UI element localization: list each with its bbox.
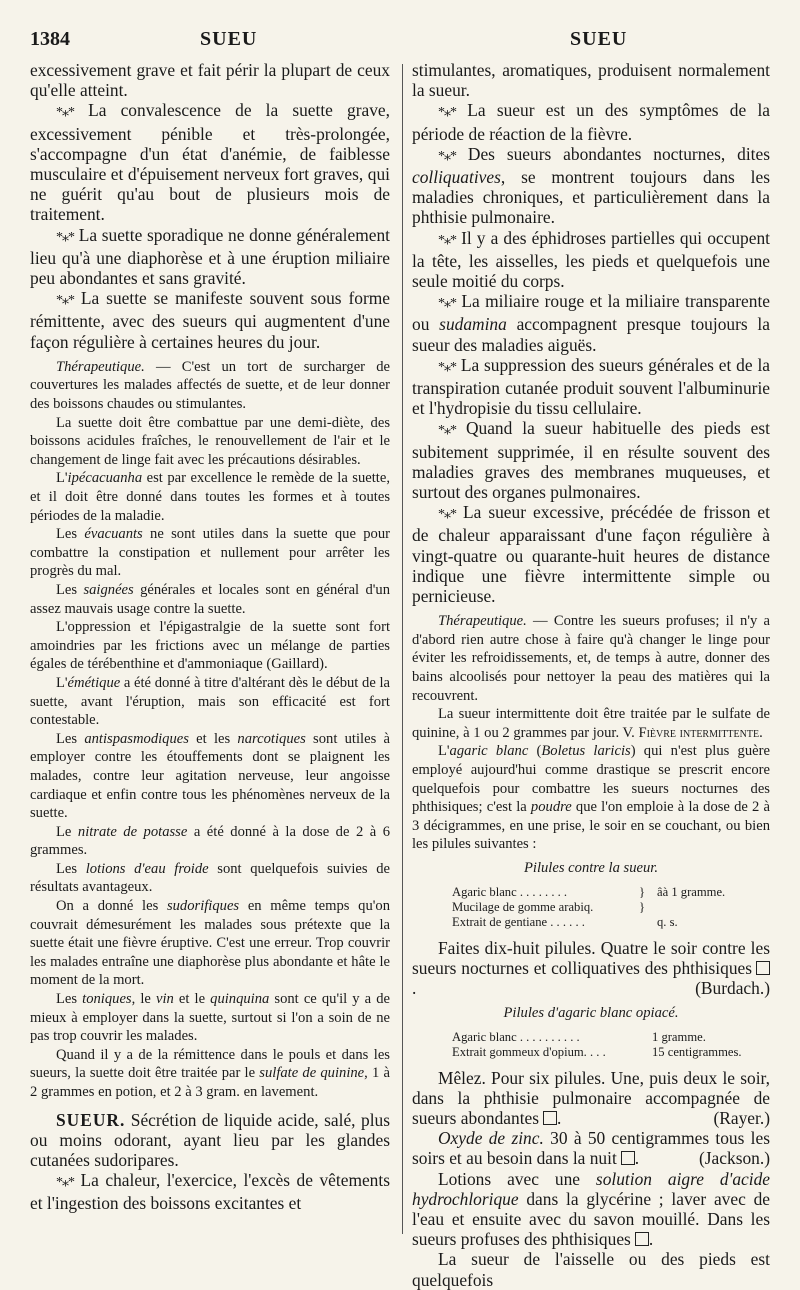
- paragraph: La sueur de l'aisselle ou des pieds est quelquefois: [412, 1249, 770, 1290]
- page-number: 1384: [30, 28, 70, 50]
- paragraph: *⁎* La suette sporadique ne donne généralement lieu qu'à une diaphorèse et à une éruption miliaire peu abondantes et sans gravité.: [30, 224, 390, 289]
- therapeutics-paragraph: Thérapeutique. — C'est un tort de surcharger de couvertures les malades affectés de suette, et de leur donner des boissons chaudes ou stimulantes.: [30, 358, 390, 413]
- formula-title: Pilules d'agaric blanc opiacé.: [503, 1004, 679, 1021]
- formula-title: Pilules contre la sueur.: [523, 860, 659, 876]
- asterism-icon: *⁎*: [56, 1175, 74, 1191]
- paragraph: L'oppression et l'épigastralgie de la suette sont fort amoindries par les frictions avec un mélange de parties égales de térébenthine et d'ammoniaque (Gaillard).: [30, 619, 390, 673]
- running-head-right: SUEU: [570, 28, 628, 50]
- paragraph: La suette doit être combattue par une demi-diète, des boissons acidules fraîches, le renouvellement de l'air et le changement de linge fait avec les précautions désirables.: [30, 414, 390, 468]
- paragraph: L'agaric blanc (Boletus laricis) qui n'est plus guère employé aujourd'hui comme drastique se prescrit encore quelquefois pour combattre les sueurs nocturnes des phthisiques; c'est la poudre que l'on emploie à la dose de 2 à 3 décigrammes, en une prise, le soir en se couchant, ou bien les pilules suivantes :: [412, 743, 770, 853]
- author-citation: (Rayer.): [713, 1108, 770, 1129]
- paragraph: La sueur intermittente doit être traitée par le sulfate de quinine, à 1 ou 2 grammes par jour. V. Fièvre intermittente.: [412, 706, 770, 741]
- asterism-icon: *⁎*: [56, 293, 74, 309]
- paragraph: L'ipécacuanha est par excellence le remède de la suette, et il doit être donné dans toutes les formes et à toutes périodes de la maladie.: [30, 470, 390, 524]
- formula-table: [452, 1030, 770, 1060]
- right-column: [412, 60, 770, 1290]
- paragraph: *⁎* La sueur excessive, précédée de frisson et de chaleur apparaissant d'une façon régulière à vingt-quatre ou quarante-huit heures de distance indique une fièvre intermittente simple ou pernicieuse.: [412, 502, 770, 607]
- paragraph: Le nitrate de potasse a été donné à la dose de 2 à 6 grammes.: [30, 823, 390, 859]
- brace-icon: }: [638, 885, 646, 899]
- running-head-left: SUEU: [200, 28, 258, 50]
- paragraph: stimulantes, aromatiques, produisent normalement la sueur.: [412, 60, 770, 101]
- asterism-icon: *⁎*: [438, 359, 456, 375]
- paragraph: Les lotions d'eau froide sont quelquefois suivies de résultats avantageux.: [30, 860, 390, 896]
- left-column: [30, 60, 390, 1214]
- paragraph: On a donné les sudorifiques en même temps qu'on couvrait démesurément les malades sous prétexte que la suette était une fièvre éruptive. C'est une erreur. Trop couvrir les malades entraîne une diaphorèse plus abondante et hâte le moment de la mort.: [30, 898, 390, 989]
- paragraph: excessivement grave et fait périr la plupart de ceux qu'elle atteint.: [30, 60, 390, 101]
- entry-headword: SUEUR.: [56, 1109, 126, 1130]
- square-box-icon: [543, 1111, 557, 1125]
- cross-reference: Fièvre intermittente: [638, 724, 760, 741]
- asterism-icon: *⁎*: [438, 423, 456, 439]
- asterism-icon: *⁎*: [56, 229, 74, 245]
- paragraph: *⁎* La chaleur, l'exercice, l'excès de vêtements et l'ingestion des boissons excitantes et: [30, 1170, 390, 1214]
- asterism-icon: *⁎*: [438, 105, 456, 121]
- asterism-icon: *⁎*: [438, 507, 456, 523]
- square-box-icon: [756, 961, 770, 975]
- formula-row: Agaric blanc . . . . . . . . } âà 1 gramme.: [452, 885, 726, 899]
- paragraph: Quand il y a de la rémittence dans le pouls et dans les sueurs, la suette doit être traitée par le sulfate de quinine, 1 à 2 grammes en potion, et 2 à 3 gram. en lavement.: [30, 1046, 390, 1100]
- square-box-icon: [635, 1232, 649, 1246]
- asterism-icon: *⁎*: [56, 105, 74, 121]
- formula-row: Extrait de gentiane . . . . . . q. s.: [452, 915, 678, 929]
- paragraph: *⁎* La suppression des sueurs générales et de la transpiration cutanée produit souvent l'albuminurie et l'hydropisie du tissu cellulaire.: [412, 354, 770, 419]
- page-header: [30, 28, 770, 58]
- entry-sueur: SUEUR. Sécrétion de liquide acide, salé, plus ou moins odorant, ayant lieu par les glandes cutanées sudoripares.: [30, 1109, 390, 1170]
- paragraph: *⁎* Des sueurs abondantes nocturnes, dites colliquatives, se montrent toujours dans les maladies chroniques, et particulièrement dans la phthisie pulmonaire.: [412, 143, 770, 228]
- formula-row: Agaric blanc . . . . . . . . . . 1 gramme.: [452, 1029, 706, 1044]
- column-divider: [402, 64, 403, 1234]
- formula-note: Faites dix-huit pilules. Quatre le soir contre les sueurs nocturnes et colliquatives des phthisiques. (Burdach.): [412, 938, 770, 999]
- paragraph: Lotions avec une solution aigre d'acide hydrochlorique dans la glycérine ; laver avec de l'eau et ensuite avec du savon mouillé. Dans les sueurs profuses des phthisiques .: [412, 1168, 770, 1250]
- formula-table: [452, 885, 770, 930]
- brace-icon: }: [638, 900, 646, 914]
- paragraph: L'émétique a été donné à titre d'altérant dès le début de la suette, avant l'éruption, mais son efficacité est fort contestable.: [30, 674, 390, 729]
- formula-row: Extrait gommeux d'opium. . . . 15 centigrammes.: [452, 1044, 742, 1059]
- paragraph: *⁎* La sueur est un des symptômes de la période de réaction de la fièvre.: [412, 100, 770, 144]
- therapeutics-paragraph: Thérapeutique. — Contre les sueurs profuses; il n'y a d'abord rien autre chose à faire qu'à changer le linge pour éviter les refroidissements, et, de temps à autre, donner des bains alcoolisés pour nettoyer la peau des matières qui la recouvrent.: [412, 613, 770, 704]
- paragraph: Les toniques, le vin et le quinquina sont ce qu'il y a de mieux à employer dans la suette, surtout si l'on a soin de ne pas trop couvrir les malades.: [30, 991, 390, 1045]
- author-citation: (Burdach.): [695, 978, 770, 999]
- paragraph: Les évacuants ne sont utiles dans la suette que pour combattre la constipation et nullement pour arrêter les progrès du mal.: [30, 526, 390, 580]
- section-title: Thérapeutique.: [438, 613, 527, 630]
- asterism-icon: *⁎*: [438, 296, 456, 312]
- formula-note: Mêlez. Pour six pilules. Une, puis deux le soir, dans la phthisie pulmonaire accompagnée de sueurs abondantes . (Rayer.): [412, 1067, 770, 1129]
- paragraph: Oxyde de zinc. 30 à 50 centigrammes tous les soirs et au besoin dans la nuit . (Jackson.): [412, 1128, 771, 1169]
- author-citation: (Jackson.): [699, 1148, 770, 1169]
- paragraph: *⁎* La suette se manifeste souvent sous forme rémittente, avec des sueurs qui augmentent d'une façon régulière à certaines heures du jour.: [30, 288, 390, 352]
- paragraph: Les saignées générales et locales sont en général d'un assez mauvais usage contre la suette.: [30, 581, 390, 617]
- paragraph: *⁎* La miliaire rouge et la miliaire transparente ou sudamina accompagnent presque toujours la sueur des maladies aiguës.: [412, 291, 770, 355]
- formula-row: Mucilage de gomme arabiq. }: [452, 900, 770, 915]
- square-box-icon: [621, 1151, 635, 1165]
- paragraph: Les antispasmodiques et les narcotiques sont utiles à employer contre les étouffements dont se plaignent les malades, contre leur agitation nerveuse, leur angoisse cardiaque et enfin contre tous les phénomènes nerveux de la suette.: [30, 730, 390, 822]
- asterism-icon: *⁎*: [438, 232, 456, 248]
- paragraph: *⁎* Il y a des éphidroses partielles qui occupent la tête, les aisselles, les pieds et quelquefois une seule moitié du corps.: [412, 227, 770, 292]
- asterism-icon: *⁎*: [438, 148, 456, 164]
- paragraph: *⁎* La convalescence de la suette grave, excessivement pénible et très-prolongée, s'accompagne d'un état d'anémie, de faiblesse musculaire et d'épuisement nerveux fort graves, qui ne guérit qu'au bout de plusieurs mois de traitement.: [30, 100, 390, 225]
- section-title: Thérapeutique.: [56, 358, 145, 375]
- paragraph: *⁎* Quand la sueur habituelle des pieds est subitement supprimée, il en résulte souvent des maladies graves des membranes muqueuses, et surtout des organes pulmonaires.: [412, 418, 770, 503]
